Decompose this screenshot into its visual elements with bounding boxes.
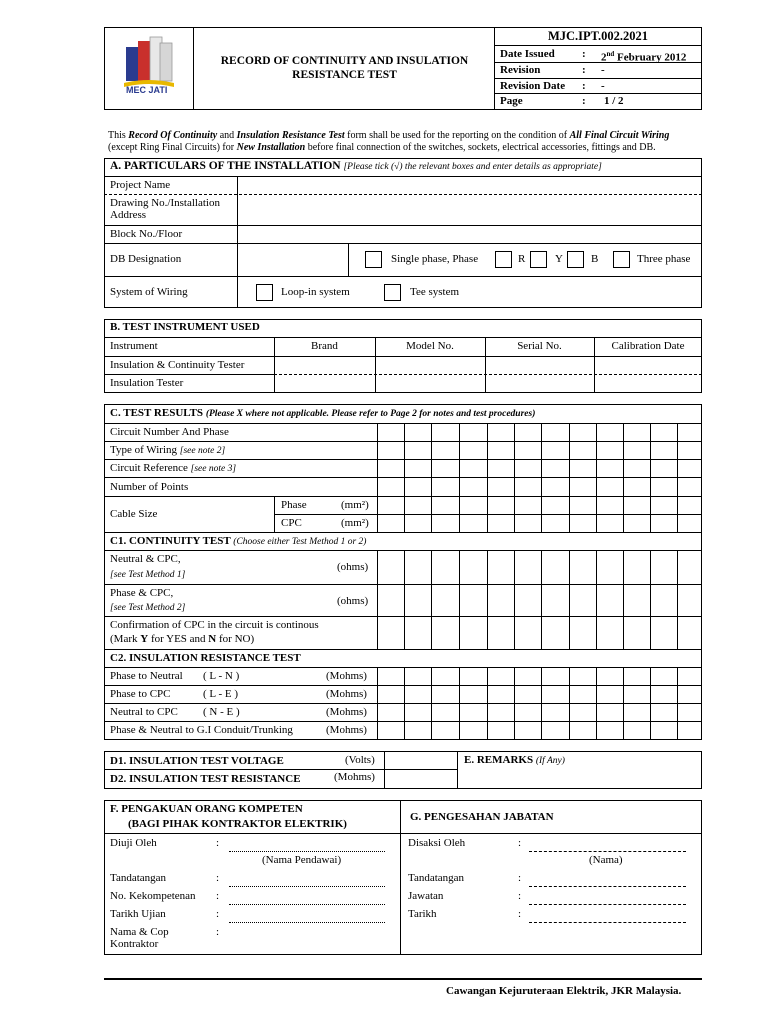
label-address: Address (110, 209, 147, 221)
d1-title: D1. INSULATION TEST VOLTAGE (110, 755, 284, 767)
section-f-title-line2: (BAGI PIHAK KONTRAKTOR ELEKTRIK) (128, 818, 347, 830)
section-a-title: A. PARTICULARS OF THE INSTALLATION [Please tick (√) the relevant boxes and enter details as appropriate] (110, 160, 602, 172)
tee-system-checkbox[interactable] (384, 284, 401, 301)
tandatangan-f-line[interactable] (229, 886, 385, 887)
label-no-kekompetenan: No. Kekompetenan (110, 890, 196, 902)
d1-unit: (Volts) (345, 754, 375, 766)
d2-title: D2. INSULATION TEST RESISTANCE (110, 773, 301, 785)
insulation-test-resistance-field[interactable] (385, 770, 456, 788)
label-jawatan: Jawatan (408, 890, 444, 902)
circuit-grid-line (650, 550, 651, 649)
meta-label-page: Page (500, 95, 523, 107)
col-model-no: Model No. (406, 340, 454, 352)
loop-in-label: Loop-in system (281, 286, 350, 298)
company-logo (120, 33, 178, 103)
section-f-title-line1: F. PENGAKUAN ORANG KOMPETEN (110, 803, 303, 815)
tandatangan-g-line[interactable] (529, 886, 686, 887)
unit-ohms-1: (ohms) (337, 561, 369, 573)
circuit-grid-line (677, 667, 678, 740)
circuit-grid-line (569, 667, 570, 740)
circuit-grid-line (459, 550, 460, 649)
circuit-grid-line (596, 423, 597, 532)
row-insulation-tester: Insulation Tester (110, 377, 184, 389)
label-ir-n-e: Neutral to CPC (110, 706, 178, 718)
form-title-line2: RESISTANCE TEST (292, 69, 397, 81)
remarks-field[interactable] (458, 768, 701, 788)
circuit-grid-line (459, 423, 460, 532)
jawatan-line[interactable] (529, 904, 686, 905)
meta-value-date-issued: 2nd February 2012 (601, 50, 687, 64)
label-ir-conduit: Phase & Neutral to G.I Conduit/Trunking (110, 724, 293, 736)
tee-system-label: Tee system (410, 286, 460, 298)
unit-cpc-mm2: (mm²) (341, 517, 369, 529)
circuit-grid-line (514, 550, 515, 649)
footer-rule (104, 978, 702, 980)
col-instrument: Instrument (110, 340, 158, 352)
label-tandatangan-g: Tandatangan (408, 872, 465, 884)
circuit-grid-line (404, 667, 405, 740)
circuit-grid-line (569, 550, 570, 649)
footer-text: Cawangan Kejuruteraan Elektrik, JKR Malaysia. (446, 985, 682, 997)
circuit-grid-line (404, 423, 405, 532)
meta-label-date-issued: Date Issued (500, 48, 555, 60)
circuit-grid-line (487, 550, 488, 649)
phase-y-label: Y (555, 253, 563, 265)
remarks-title: E. REMARKS (If Any) (464, 754, 565, 766)
meta-value-revision-date: - (601, 80, 605, 92)
unit-ohms-2: (ohms) (337, 595, 369, 607)
meta-value-revision: - (601, 64, 605, 76)
circuit-grid-line (431, 423, 432, 532)
circuit-grid-line (404, 550, 405, 649)
label-block-floor: Block No./Floor (110, 228, 183, 240)
section-g-title: G. PENGESAHAN JABATAN (410, 811, 554, 823)
label-nama-cop: Nama & Cop (110, 926, 169, 938)
circuit-grid-line (596, 667, 597, 740)
insulation-test-voltage-field[interactable] (385, 752, 456, 768)
single-phase-checkbox[interactable] (365, 251, 382, 268)
circuit-grid-line (514, 423, 515, 532)
loop-in-checkbox[interactable] (256, 284, 273, 301)
col-serial-no: Serial No. (517, 340, 562, 352)
caption-nama-pendawai: (Nama Pendawai) (262, 854, 342, 866)
circuit-grid-line (541, 423, 542, 532)
phase-b-checkbox[interactable] (567, 251, 584, 268)
section-c-title: C. TEST RESULTS (Please X where not applicable. Please refer to Page 2 for notes and test procedures) (110, 407, 536, 419)
note-test-method-1: [see Test Method 1] (110, 570, 186, 580)
row-insulation-continuity-tester: Insulation & Continuity Tester (110, 359, 245, 371)
circuit-grid-line (541, 667, 542, 740)
tarikh-ujian-line[interactable] (229, 922, 385, 923)
note-test-method-2: [see Test Method 2] (110, 603, 186, 613)
no-kekompetenan-line[interactable] (229, 904, 385, 905)
circuit-grid-line (623, 667, 624, 740)
project-name-field[interactable] (238, 177, 701, 194)
circuit-grid-line (459, 667, 460, 740)
label-phase-cpc: Phase & CPC, (110, 587, 174, 599)
form-title-line1: RECORD OF CONTINUITY AND INSULATION (220, 55, 469, 67)
label-ir-l-e: Phase to CPC (110, 688, 171, 700)
label-cpc-mark-instruction: (Mark Y for YES and N for NO) (110, 633, 255, 645)
circuit-grid-line (431, 667, 432, 740)
label-circuit-number: Circuit Number And Phase (110, 426, 229, 438)
phase-r-checkbox[interactable] (495, 251, 512, 268)
phase-y-checkbox[interactable] (530, 251, 547, 268)
circuit-grid-line (431, 550, 432, 649)
label-disaksi-oleh: Disaksi Oleh (408, 837, 466, 849)
logo-text: MEC JATI (126, 85, 168, 95)
circuit-grid-line (514, 667, 515, 740)
label-db-designation: DB Designation (110, 253, 182, 265)
col-calibration-date: Calibration Date (611, 340, 685, 352)
label-system-of-wiring: System of Wiring (110, 286, 188, 298)
phase-r-label: R (518, 253, 526, 265)
block-floor-field[interactable] (238, 226, 701, 242)
caption-nama: (Nama) (589, 854, 623, 866)
section-b-title: B. TEST INSTRUMENT USED (110, 321, 260, 333)
document-code: MJC.IPT.002.2021 (547, 29, 649, 43)
d2-unit: (Mohms) (334, 771, 375, 783)
circuit-grid-line (623, 550, 624, 649)
label-cpc: CPC (281, 517, 302, 529)
db-designation-field[interactable] (238, 244, 347, 275)
c1-title: C1. CONTINUITY TEST (Choose either Test Method 1 or 2) (110, 535, 367, 547)
circuit-grid-line (541, 550, 542, 649)
label-diuji-oleh: Diuji Oleh (110, 837, 157, 849)
meta-value-page: 1 / 2 (604, 95, 624, 107)
phase-b-label: B (591, 253, 599, 265)
label-neutral-cpc: Neutral & CPC, (110, 553, 181, 565)
label-ir-l-n: Phase to Neutral (110, 670, 183, 682)
circuit-grid-line (596, 550, 597, 649)
circuit-grid-line (487, 667, 488, 740)
circuit-grid-line (623, 423, 624, 532)
label-cable-size: Cable Size (110, 508, 158, 520)
three-phase-label: Three phase (637, 253, 691, 265)
unit-phase-mm2: (mm²) (341, 499, 369, 511)
drawing-address-field[interactable] (238, 195, 701, 224)
circuit-grid-line (569, 423, 570, 532)
meta-label-revision: Revision (500, 64, 541, 76)
intro-line2: (except Ring Final Circuits) for New Installation before final connection of the switches, sockets, electrical accessories, fittings and DB. (108, 142, 656, 153)
diuji-oleh-line[interactable] (229, 851, 385, 852)
three-phase-checkbox[interactable] (613, 251, 630, 268)
disaksi-oleh-line[interactable] (529, 851, 686, 852)
circuit-grid-line (650, 423, 651, 532)
label-number-of-points: Number of Points (110, 481, 189, 493)
col-brand: Brand (311, 340, 338, 352)
circuit-grid-line (487, 423, 488, 532)
intro-line1: This Record Of Continuity and Insulation Resistance Test form shall be used for the reporting on the condition of All Final Circuit Wiring (108, 130, 670, 141)
label-tarikh: Tarikh (408, 908, 437, 920)
label-kontraktor: Kontraktor (110, 938, 159, 950)
circuit-grid-line (677, 550, 678, 649)
circuit-grid-line (650, 667, 651, 740)
label-circuit-reference: Circuit Reference [see note 3] (110, 462, 237, 474)
label-type-of-wiring: Type of Wiring [see note 2] (110, 444, 226, 456)
tarikh-line[interactable] (529, 922, 686, 923)
label-project-name: Project Name (110, 179, 171, 191)
meta-label-revision-date: Revision Date (500, 80, 566, 92)
label-cpc-confirmation: Confirmation of CPC in the circuit is continous (110, 619, 319, 631)
c2-title: C2. INSULATION RESISTANCE TEST (110, 652, 301, 664)
single-phase-label: Single phase, Phase (391, 253, 479, 265)
label-phase: Phase (281, 499, 307, 511)
circuit-grid-line (677, 423, 678, 532)
label-tarikh-ujian: Tarikh Ujian (110, 908, 166, 920)
label-tandatangan-f: Tandatangan (110, 872, 167, 884)
label-drawing-no: Drawing No./Installation (110, 197, 220, 209)
